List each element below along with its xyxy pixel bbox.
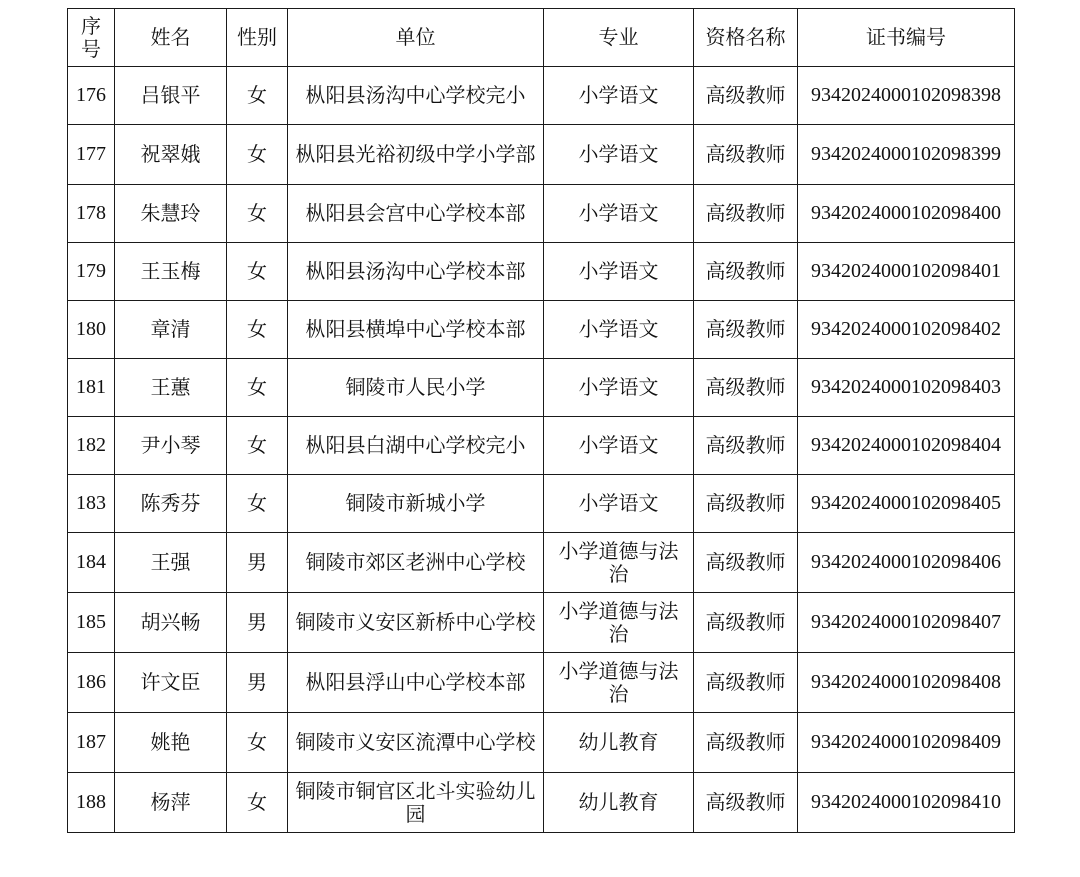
cell-certificate-number: 9342024000102098408 [798,653,1015,713]
table-row [68,125,1015,185]
cell-unit: 枞阳县白湖中心学校完小 [288,417,544,475]
table-row [68,301,1015,359]
cell-certificate-number: 9342024000102098403 [798,359,1015,417]
cell-name: 尹小琴 [115,417,227,475]
cell-unit: 枞阳县汤沟中心学校本部 [288,243,544,301]
cell-name: 胡兴畅 [115,593,227,653]
cell-gender: 女 [227,301,288,359]
cell-gender: 女 [227,67,288,125]
header-name: 姓名 [115,9,227,67]
header-row [68,9,1015,67]
cell-unit: 枞阳县横埠中心学校本部 [288,301,544,359]
cell-certificate-number: 9342024000102098399 [798,125,1015,185]
cell-unit: 铜陵市义安区新桥中心学校 [288,593,544,653]
cell-unit: 铜陵市义安区流潭中心学校 [288,713,544,773]
cell-qualification: 高级教师 [694,67,798,125]
cell-unit: 铜陵市新城小学 [288,475,544,533]
cell-certificate-number: 9342024000102098402 [798,301,1015,359]
cell-certificate-number: 9342024000102098398 [798,67,1015,125]
cell-serial-number: 184 [68,533,115,593]
cell-qualification: 高级教师 [694,475,798,533]
cell-name: 陈秀芬 [115,475,227,533]
cell-certificate-number: 9342024000102098410 [798,773,1015,833]
table-header [68,9,1015,67]
cell-major: 小学道德与法治 [544,533,694,593]
table-row [68,417,1015,475]
cell-major: 幼儿教育 [544,713,694,773]
cell-certificate-number: 9342024000102098407 [798,593,1015,653]
header-serial-number: 序号 [68,9,115,67]
cell-certificate-number: 9342024000102098401 [798,243,1015,301]
cell-serial-number: 183 [68,475,115,533]
cell-name: 王玉梅 [115,243,227,301]
cell-major: 幼儿教育 [544,773,694,833]
cell-gender: 女 [227,125,288,185]
cell-serial-number: 178 [68,185,115,243]
table-row [68,533,1015,593]
table-row [68,773,1015,833]
cell-gender: 女 [227,417,288,475]
cell-certificate-number: 9342024000102098409 [798,713,1015,773]
table-row [68,713,1015,773]
cell-serial-number: 185 [68,593,115,653]
cell-serial-number: 188 [68,773,115,833]
cell-gender: 男 [227,533,288,593]
cell-major: 小学语文 [544,67,694,125]
cell-serial-number: 180 [68,301,115,359]
cell-qualification: 高级教师 [694,301,798,359]
cell-major: 小学语文 [544,417,694,475]
cell-unit: 铜陵市人民小学 [288,359,544,417]
header-qualification: 资格名称 [694,9,798,67]
cell-qualification: 高级教师 [694,359,798,417]
cell-major: 小学语文 [544,301,694,359]
cell-gender: 男 [227,593,288,653]
cell-name: 王强 [115,533,227,593]
cell-qualification: 高级教师 [694,773,798,833]
cell-qualification: 高级教师 [694,653,798,713]
cell-major: 小学语文 [544,243,694,301]
cell-serial-number: 187 [68,713,115,773]
header-gender: 性别 [227,9,288,67]
table-row [68,475,1015,533]
cell-gender: 女 [227,475,288,533]
cell-unit: 铜陵市铜官区北斗实验幼儿园 [288,773,544,833]
teacher-qualification-table [67,8,1015,833]
cell-serial-number: 186 [68,653,115,713]
cell-qualification: 高级教师 [694,243,798,301]
cell-gender: 男 [227,653,288,713]
header-major: 专业 [544,9,694,67]
roster-sheet [67,8,1014,833]
cell-name: 王蕙 [115,359,227,417]
cell-certificate-number: 9342024000102098404 [798,417,1015,475]
cell-certificate-number: 9342024000102098400 [798,185,1015,243]
cell-qualification: 高级教师 [694,593,798,653]
cell-major: 小学语文 [544,359,694,417]
cell-gender: 女 [227,243,288,301]
cell-unit: 枞阳县会宫中心学校本部 [288,185,544,243]
cell-certificate-number: 9342024000102098405 [798,475,1015,533]
cell-name: 许文臣 [115,653,227,713]
cell-qualification: 高级教师 [694,185,798,243]
table-row [68,185,1015,243]
table-body [68,67,1015,833]
cell-gender: 女 [227,773,288,833]
cell-qualification: 高级教师 [694,533,798,593]
table-row [68,593,1015,653]
header-certificate-number: 证书编号 [798,9,1015,67]
cell-unit: 枞阳县浮山中心学校本部 [288,653,544,713]
cell-gender: 女 [227,185,288,243]
cell-name: 吕银平 [115,67,227,125]
cell-serial-number: 181 [68,359,115,417]
cell-major: 小学道德与法治 [544,593,694,653]
cell-qualification: 高级教师 [694,417,798,475]
cell-serial-number: 177 [68,125,115,185]
cell-major: 小学语文 [544,185,694,243]
table-row [68,653,1015,713]
table-row [68,243,1015,301]
cell-major: 小学语文 [544,475,694,533]
cell-name: 姚艳 [115,713,227,773]
table-row [68,359,1015,417]
cell-name: 朱慧玲 [115,185,227,243]
header-unit: 单位 [288,9,544,67]
cell-name: 祝翠娥 [115,125,227,185]
cell-major: 小学道德与法治 [544,653,694,713]
cell-name: 章清 [115,301,227,359]
cell-serial-number: 179 [68,243,115,301]
cell-qualification: 高级教师 [694,125,798,185]
cell-unit: 枞阳县光裕初级中学小学部 [288,125,544,185]
cell-unit: 铜陵市郊区老洲中心学校 [288,533,544,593]
cell-major: 小学语文 [544,125,694,185]
cell-qualification: 高级教师 [694,713,798,773]
table-row [68,67,1015,125]
cell-serial-number: 182 [68,417,115,475]
cell-serial-number: 176 [68,67,115,125]
cell-gender: 女 [227,713,288,773]
cell-gender: 女 [227,359,288,417]
cell-unit: 枞阳县汤沟中心学校完小 [288,67,544,125]
cell-name: 杨萍 [115,773,227,833]
cell-certificate-number: 9342024000102098406 [798,533,1015,593]
